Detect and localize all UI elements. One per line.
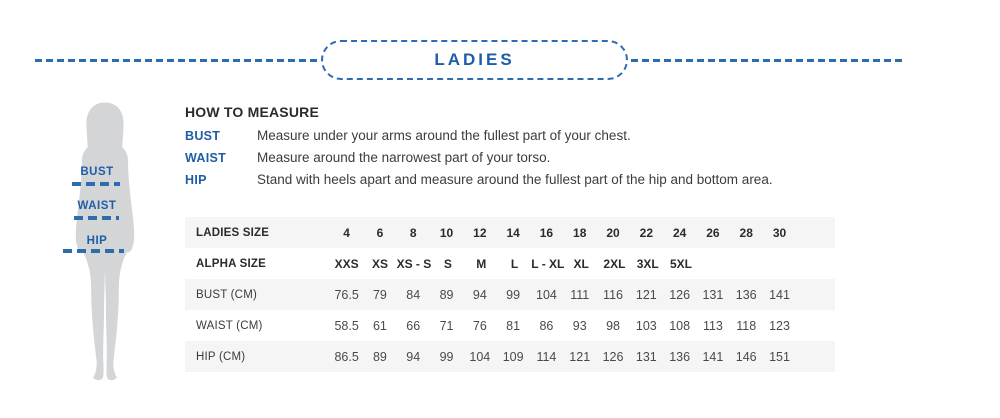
size-table-cell: 71 [439, 318, 454, 333]
figure-measure-label: HIP [86, 235, 108, 247]
size-table-cell: 84 [406, 287, 421, 302]
size-table-cell: 89 [439, 287, 454, 302]
size-table-row [185, 279, 835, 310]
size-table-cell: 104 [536, 287, 557, 302]
size-table-cell: 113 [702, 318, 723, 333]
measure-part-label: HIP [185, 173, 207, 187]
measure-part-label: BUST [185, 129, 221, 143]
size-table-cell: 20 [606, 225, 620, 240]
size-table-cell: 121 [635, 287, 657, 302]
size-table-cell: XS [371, 256, 388, 271]
size-table [185, 217, 835, 372]
measure-instruction-row [185, 172, 905, 187]
size-table-cell: 98 [606, 318, 620, 333]
size-table-cell: 58.5 [334, 318, 359, 333]
size-table-cell: XL [573, 256, 589, 271]
size-table-cell: 2XL [603, 256, 626, 271]
size-table-cell: 76.5 [334, 287, 359, 302]
size-table-cell: 89 [372, 349, 387, 364]
size-table-cell: XS - S [396, 256, 432, 271]
size-table-cell: 4 [343, 225, 350, 240]
size-table-cell: 103 [635, 318, 657, 333]
size-table-row [185, 310, 835, 341]
size-table-cell: 109 [502, 349, 524, 364]
measure-instruction-text: Measure around the narrowest part of your torso. [257, 150, 551, 165]
size-table-cell: 79 [372, 287, 387, 302]
measure-instruction-text: Measure under your arms around the fullest part of your chest. [257, 128, 631, 143]
body-silhouette-figure [45, 88, 165, 404]
size-table-cell: 86.5 [334, 349, 359, 364]
size-table-cell: 146 [735, 349, 757, 364]
size-table-cell: 151 [769, 349, 790, 364]
figure-measure-dashed-line [63, 249, 124, 253]
measure-part-label: WAIST [185, 151, 227, 165]
how-to-measure-title: HOW TO MEASURE [185, 104, 319, 120]
size-table-row-label: LADIES SIZE [196, 226, 270, 239]
size-table-row-label: ALPHA SIZE [196, 257, 266, 270]
size-table-cell: 26 [706, 225, 720, 240]
size-table-cell: 93 [572, 318, 587, 333]
size-table-cell: 118 [736, 318, 757, 333]
size-table-cell: 30 [772, 225, 787, 240]
size-table-cell: 86 [539, 318, 554, 333]
size-table-cell: 18 [573, 225, 587, 240]
size-table-cell: 12 [473, 225, 487, 240]
size-table-cell: 108 [669, 318, 691, 333]
page-title: LADIES [434, 50, 515, 69]
size-table-row [185, 341, 835, 372]
size-table-cell: 116 [603, 287, 623, 302]
size-table-cell: 99 [506, 287, 521, 302]
size-table-cell: L [510, 256, 519, 271]
ladies-header-pill [321, 40, 628, 80]
size-table-cell: M [476, 256, 487, 271]
size-table-cell: 99 [439, 349, 454, 364]
figure-measure-dashed-line [72, 182, 120, 186]
how-to-measure-section [185, 104, 905, 194]
size-table-cell: 94 [406, 349, 421, 364]
measure-instruction-row [185, 150, 905, 165]
size-table-cell: 114 [536, 349, 557, 364]
size-table-cell: 16 [539, 225, 554, 240]
size-table-cell: XXS [334, 256, 359, 271]
size-table-cell: 131 [702, 287, 724, 302]
measure-instruction-row [185, 128, 905, 143]
size-table-row-label: HIP (CM) [196, 350, 246, 363]
size-table-cell: 131 [635, 349, 657, 364]
size-table-cell: 104 [469, 349, 491, 364]
size-table-cell: 22 [639, 225, 653, 240]
size-table-cell: 14 [506, 225, 520, 240]
measure-instruction-text: Stand with heels apart and measure around the fullest part of the hip and bottom area. [257, 172, 773, 187]
size-table-row [185, 217, 835, 248]
size-table-cell: 81 [506, 318, 521, 333]
size-table-cell: 94 [472, 287, 487, 302]
size-table-cell: S [443, 256, 452, 271]
size-table-cell: 123 [769, 318, 790, 333]
figure-measure-dashed-line [74, 216, 119, 220]
size-table-row-label: WAIST (CM) [196, 319, 263, 332]
size-table-row [185, 248, 835, 279]
figure-measure-label: WAIST [77, 200, 117, 212]
size-table-cell: 24 [672, 225, 687, 240]
size-table-cell: 141 [769, 287, 790, 302]
size-table-cell: 111 [570, 287, 590, 302]
size-table-cell: 28 [739, 225, 753, 240]
size-table-cell: 121 [569, 349, 591, 364]
size-table-cell: 126 [669, 287, 691, 302]
size-table-cell: 3XL [636, 256, 659, 271]
size-table-cell: L - XL [531, 256, 565, 271]
size-table-cell: 61 [372, 318, 387, 333]
size-table-cell: 76 [472, 318, 487, 333]
figure-measure-label: BUST [80, 166, 114, 178]
size-table-cell: 136 [669, 349, 691, 364]
size-table-cell: 5XL [670, 256, 693, 271]
dashed-divider-right [631, 59, 906, 62]
size-table-cell: 136 [735, 287, 757, 302]
dashed-divider-left [35, 59, 320, 62]
size-table-cell: 6 [376, 225, 384, 240]
size-table-cell: 66 [406, 318, 421, 333]
size-table-cell: 141 [702, 349, 724, 364]
size-table-cell: 8 [409, 225, 417, 240]
size-table-cell: 126 [602, 349, 624, 364]
size-table-row-label: BUST (CM) [196, 288, 258, 301]
size-table-cell: 10 [439, 225, 454, 240]
